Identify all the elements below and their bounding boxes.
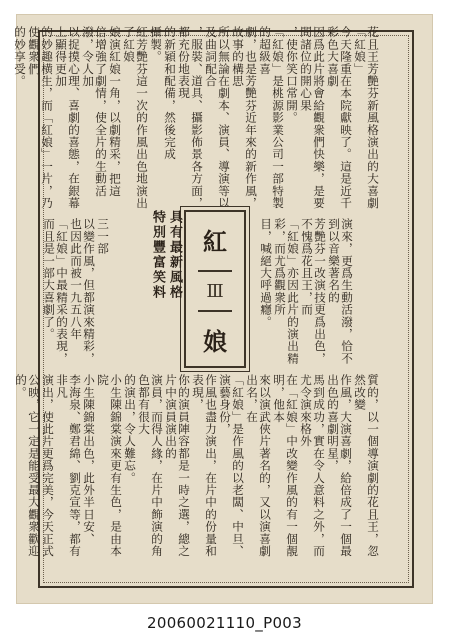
text-column: 小生陳錦棠出色，此外半日安、 [82, 374, 96, 545]
text-column: 在「紅娘」中改變作風的有一個靚明，他本 [272, 374, 299, 557]
text-column: 你的演員陣容都是一時之選，總之片中演員演出的 [164, 374, 191, 557]
text-column: 「紅娘」是作風的以老闆、中旦、演藝身份， [218, 374, 245, 557]
title-ornament: Ⅲ [198, 270, 232, 312]
text-column: 娘演紅娘一角，以劇精采，把這 [108, 26, 122, 197]
text-column: 小生陳錦棠演來更有生色，是由本院 [96, 374, 123, 557]
title-box [184, 210, 246, 368]
text-column: 來以演武俠片著名的，又以演喜劇出名，在 [245, 374, 272, 557]
text-column: 今天隆重在本院獻映了。這是近千彩色大喜劇 [326, 26, 353, 209]
text-column: 公映，它一定是能受最大觀衆歡迎的。 [14, 374, 41, 557]
title-character: 娘 [203, 327, 227, 356]
archive-caption: 20060021110_P003 [147, 614, 302, 632]
text-column: 目，喊絕大呼過癮。 [259, 218, 273, 328]
title-character: 紅 [203, 227, 227, 256]
bottom-text-block [14, 374, 380, 559]
text-column: 所以無論在劇本、演員、導演等以及曲詞配合 [204, 26, 231, 209]
text-column: 演來，更爲生動活潑，恰不到以音樂著名的 [327, 218, 354, 365]
text-column: 花且王芳艷芬新風格演出的大喜劇「紅娘」 [353, 26, 380, 209]
text-column: 的妙享受。 [13, 26, 27, 87]
text-column: 「紅娘」亦因此片的演出精彩，而尤爲觀衆所 [273, 218, 300, 365]
text-column: 倍增強了劇情，使全片的生動活潑，令人加 [81, 26, 108, 197]
text-column: 的演出，令人難忘。 [123, 374, 137, 484]
middle-right-text-block [259, 218, 353, 368]
tagline: 特別豐富笑料 [150, 210, 165, 300]
text-column: ，使你笑口常開。 [285, 26, 299, 124]
text-column: 馬到成功，實在令人意料之外，而尤令演來格外 [299, 374, 326, 557]
text-column: 攝製。 [149, 26, 163, 63]
text-column: 作風也盡力演出，在片中的份量和表現， [191, 374, 218, 557]
text-column: 的妙趣横生，而「紅娘」一片，乃使觀衆們 [27, 26, 54, 209]
text-column: 的新穎和配備，然後完成 [163, 26, 177, 161]
text-column: 李海泉、鄭君綿、劉克宣等，都有非凡 [55, 374, 82, 557]
text-column: 劇，也是芳艷芬近年來的新作風，故事的構思 [231, 26, 258, 209]
text-column: 演員，而得人緣，在片中飾演的角色都有很大 [137, 374, 164, 557]
text-column: 因爲此片將會給觀衆們快樂，是要問諸位的開心果 [299, 26, 326, 209]
tagline-block [150, 210, 182, 300]
text-column: 三一部 [96, 218, 110, 255]
text-column: ，服裝、道具、攝影佈景各方面，都充份地表現 [177, 26, 204, 209]
text-column: 紅芳艷芬這一次的作風出色地演出了紅娘 [122, 26, 149, 209]
tagline: 具有最新風格 [167, 210, 182, 300]
text-column: 「紅娘」中最精采的表現，而且是一部大喜劇了。 [42, 218, 69, 365]
text-column: 以變作風，但都演來精彩，也因此而被一九五八年 [69, 218, 96, 365]
middle-left-text-block [42, 218, 109, 368]
top-text-block [13, 26, 380, 216]
text-column: 以捉摸心理、喜劇的喜態，在銀幕上顯得更加 [54, 26, 81, 209]
text-column: 「紅娘」是桃源影業公司一部特製的超級喜 [258, 26, 285, 209]
text-column: 作風，大演喜劇，給倍成了一個最出色的喜劇明星， [326, 374, 353, 557]
text-column: 演出，使此片更爲完美，今天正式 [41, 374, 55, 557]
text-column: 芳艷芬一改演技更爲出色，不愧爲花且王，而 [300, 218, 327, 365]
text-column: 質的，以一個導演劇的花且王，忽然改變 [353, 374, 380, 557]
